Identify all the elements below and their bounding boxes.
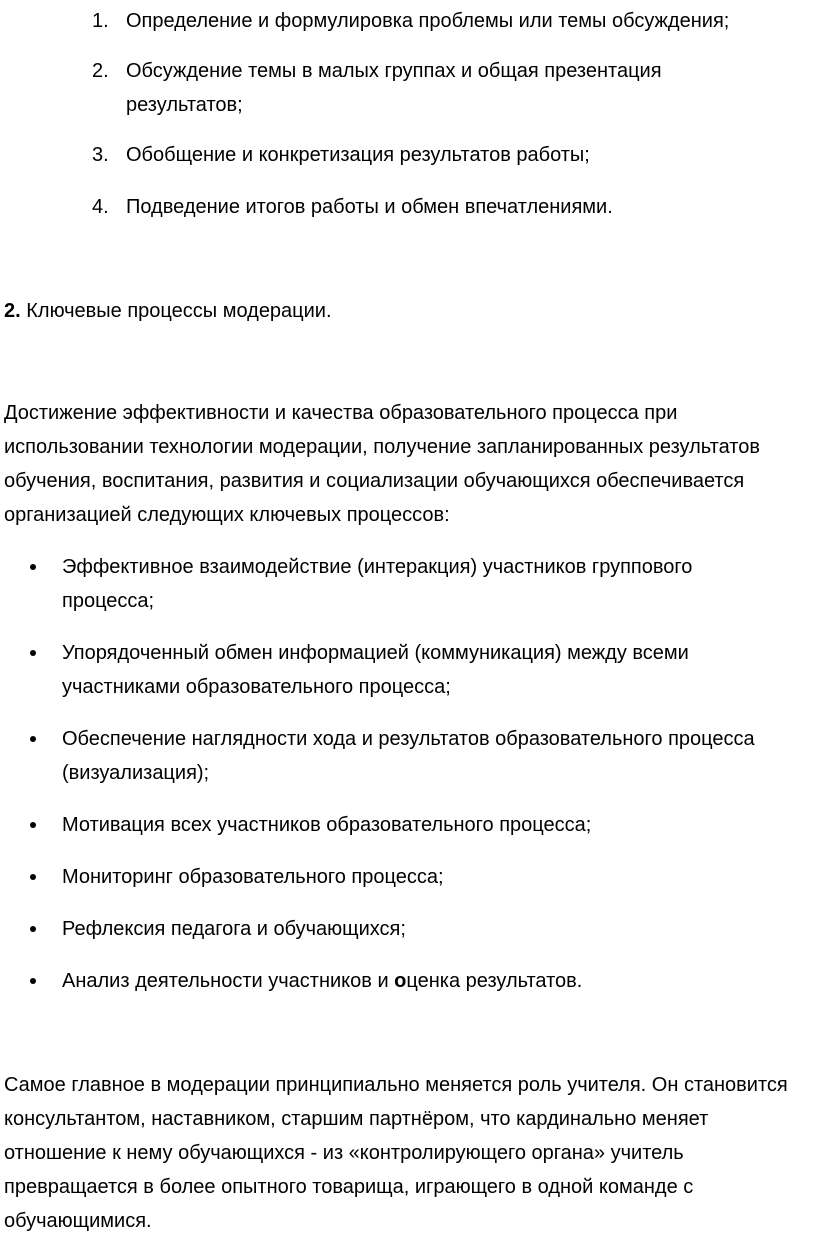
list-text: Подведение итогов работы и обмен впечатлениями.	[126, 196, 613, 218]
bullet-text: Обеспечение наглядности хода и результатов образовательного процесса (визуализация);	[62, 728, 755, 784]
list-number: 3.	[92, 144, 109, 166]
bullet-text-end: ценка результатов.	[406, 970, 583, 992]
intro-paragraph: Достижение эффективности и качества образовательного процесса при использовании технологии модерации, получение запланированных результатов обучения, воспитания, развития и социализации обучающихся обеспечивается организацией следующих ключевых процессов:	[4, 402, 760, 526]
list-text: Обобщение и конкретизация результатов работы;	[126, 144, 590, 166]
list-number: 4.	[92, 196, 109, 218]
bullet-dot-icon	[30, 564, 36, 570]
list-number: 1.	[92, 10, 109, 32]
bullet-text: Рефлексия педагога и обучающихся;	[62, 918, 406, 940]
final-paragraph: Самое главное в модерации принципиально меняется роль учителя. Он становится консультантом, наставником, старшим партнёром, что кардинально меняет отношение к нему обучающихся - из «контролирующего органа» учитель превращается в более опытного товарища, играющего в одной команде с обучающимися.	[4, 1074, 788, 1232]
bullet-text	[62, 964, 807, 998]
bullet-text: Мотивация всех участников образовательного процесса;	[62, 814, 592, 836]
section-heading	[4, 294, 804, 328]
bullet-dot-icon	[30, 650, 36, 656]
bold-letter: о	[394, 970, 407, 992]
bullet-dot-icon	[30, 822, 36, 828]
list-text: Определение и формулировка проблемы или темы обсуждения;	[126, 10, 730, 32]
bullet-dot-icon	[30, 978, 36, 984]
bullet-text-start: Анализ деятельности участников и	[62, 970, 395, 992]
bullet-text: Эффективное взаимодействие (интеракция) участников группового процесса;	[62, 556, 693, 612]
section-number: 2.	[4, 300, 21, 322]
bullet-dot-icon	[30, 736, 36, 742]
bullet-text: Упорядоченный обмен информацией (коммуникация) между всеми участниками образовательного процесса;	[62, 642, 689, 698]
section-title: Ключевые процессы модерации.	[20, 300, 332, 322]
bullet-dot-icon	[30, 926, 36, 932]
bullet-text: Мониторинг образовательного процесса;	[62, 866, 444, 888]
list-number: 2.	[92, 60, 109, 82]
bullet-dot-icon	[30, 874, 36, 880]
list-text: Обсуждение темы в малых группах и общая презентация результатов;	[126, 60, 662, 116]
